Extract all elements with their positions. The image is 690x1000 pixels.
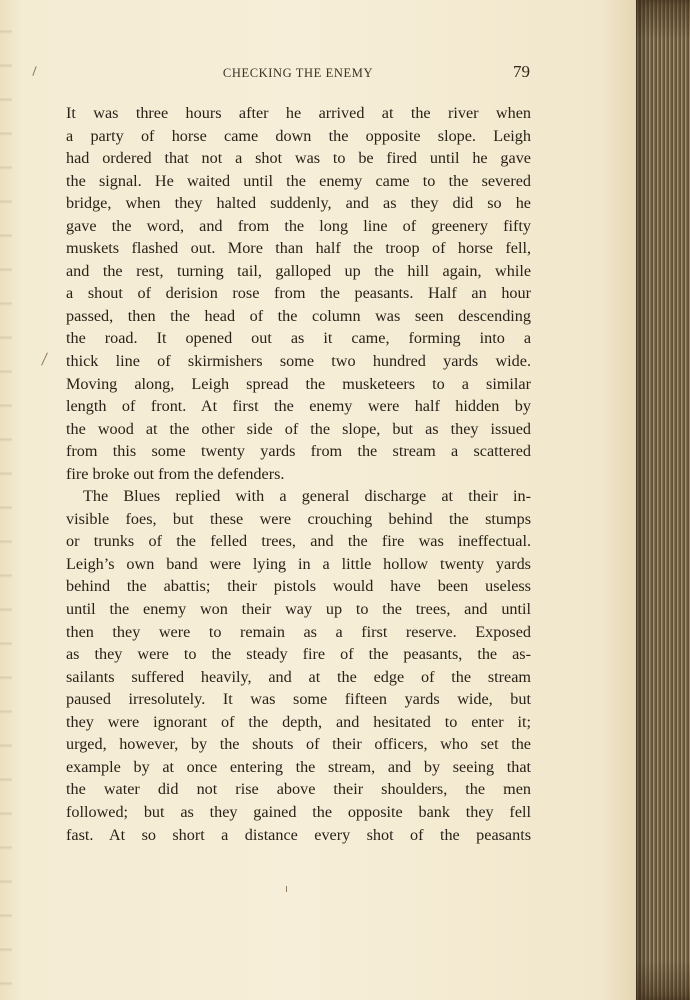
- text-line: behind the abattis; their pistols would have been useless: [66, 577, 531, 596]
- text-line: visible foes, but these were crouching behind the stumps: [66, 509, 531, 528]
- paragraph-end-line: fire broke out from the defenders.: [66, 464, 285, 483]
- page-edge-shading: [636, 0, 690, 1000]
- text-line: Moving along, Leigh spread the musketeers to a similar: [66, 374, 531, 393]
- text-line: from this some twenty yards from the stream a scattered: [66, 442, 531, 461]
- text-line: or trunks of the felled trees, and the fire was ineffectual.: [66, 532, 531, 551]
- text-line: they were ignorant of the depth, and hesitated to enter it;: [66, 712, 531, 731]
- text-line: the road. It opened out as it came, forming into a: [66, 329, 531, 348]
- text-line: had ordered that not a shot was to be fired until he gave: [66, 149, 531, 168]
- margin-mark: [41, 352, 48, 365]
- margin-mark: [32, 66, 36, 76]
- running-head: [66, 62, 530, 86]
- text-line: the water did not rise above their shoulders, the men: [66, 780, 531, 799]
- text-line: thick line of skirmishers some two hundred yards wide.: [66, 352, 531, 371]
- gutter-shadow: [0, 0, 12, 1000]
- text-line: passed, then the head of the column was seen descending: [66, 306, 531, 325]
- text-line: length of front. At first the enemy were half hidden by: [66, 397, 531, 416]
- page-number: 79: [513, 62, 530, 81]
- text-line: the wood at the other side of the slope, but as they issued: [66, 419, 531, 438]
- text-line: and the rest, turning tail, galloped up the hill again, while: [66, 261, 531, 280]
- text-line: a party of horse came down the opposite slope. Leigh: [66, 126, 531, 145]
- text-line: as they were to the steady fire of the peasants, the as-: [66, 645, 531, 664]
- text-line: It was three hours after he arrived at the river when: [66, 104, 531, 122]
- text-line: then they were to remain as a first reserve. Exposed: [66, 622, 531, 641]
- text-line: example by at once entering the stream, and by seeing that: [66, 757, 531, 776]
- text-line: bridge, when they halted suddenly, and as they did so he: [66, 194, 531, 213]
- text-line: a shout of derision rose from the peasants. Half an hour: [66, 284, 531, 303]
- text-line: until the enemy won their way up to the trees, and until: [66, 600, 531, 619]
- text-line: fast. At so short a distance every shot of the peasants: [66, 825, 531, 844]
- text-line: sailants suffered heavily, and at the edge of the stream: [66, 667, 531, 686]
- text-line: urged, however, by the shouts of their officers, who set the: [66, 735, 531, 754]
- text-line: gave the word, and from the long line of greenery fifty: [66, 216, 531, 235]
- text-line: muskets flashed out. More than half the troop of horse fell,: [66, 239, 531, 258]
- book-page-edge: [636, 0, 690, 1000]
- paragraph-start-line: The Blues replied with a general discharge at their in-: [83, 487, 531, 506]
- body-text: [66, 102, 531, 846]
- text-line: the signal. He waited until the enemy came to the severed: [66, 171, 531, 190]
- running-title: CHECKING THE ENEMY: [222, 66, 374, 80]
- margin-mark: [286, 886, 287, 892]
- text-line: Leigh’s own band were lying in a little hollow twenty yards: [66, 554, 531, 573]
- text-line: paused irresolutely. It was some fifteen yards wide, but: [66, 690, 531, 709]
- text-line: followed; but as they gained the opposite bank they fell: [66, 802, 531, 821]
